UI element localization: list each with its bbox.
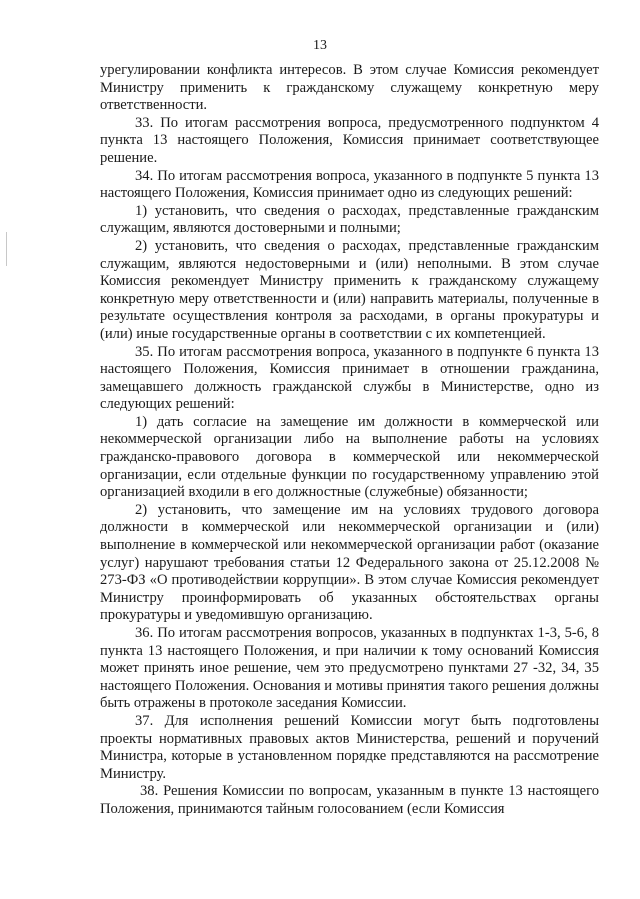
paragraph-item-35-sub-1: 1) дать согласие на замещение им должности в коммерческой или некоммерческой организации либо на выполнение работы на условиях гражданско-правового договора в коммерческой или некоммерческой организации, если отдельные функции по государственному управлению этой организацией входили в его должностные (служебные) обязанности;: [100, 413, 599, 501]
paragraph-item-33: 33. По итогам рассмотрения вопроса, предусмотренного подпунктом 4 пункта 13 настоящего Положения, Комиссия принимает соответствующее решение.: [100, 114, 599, 166]
scan-margin-mark: [6, 232, 7, 266]
document-body: [100, 62, 599, 819]
paragraph-item-37: 37. Для исполнения решений Комиссии могут быть подготовлены проекты нормативных правовых актов Министерства, решений и поручений Министра, которые в установленном порядке представляются на рассмотрение Министру.: [100, 712, 599, 782]
paragraph-item-36: 36. По итогам рассмотрения вопросов, указанных в подпунктах 1-3, 5-6, 8 пункта 13 настоящего Положения, и при наличии к тому оснований Комиссия может принять иное решение, чем это предусмотрено пунктами 27 -32, 34, 35 настоящего Положения. Основания и мотивы принятия такого решения должны быть отражены в протоколе заседания Комиссии.: [100, 625, 599, 712]
page-number: 13: [313, 38, 327, 53]
paragraph-item-34-sub-1: 1) установить, что сведения о расходах, представленные гражданским служащим, являются достоверными и полными;: [100, 202, 599, 237]
paragraph-item-35: 35. По итогам рассмотрения вопроса, указанного в подпункте 6 пункта 13 настоящего Положения, Комиссия принимает в отношении гражданина, замещавшего должность гражданской службы в Министерстве, одно из следующих решений:: [100, 343, 599, 413]
paragraph-item-34-sub-2: 2) установить, что сведения о расходах, представленные гражданским служащим, являются недостоверными и (или) неполными. В этом случае Комиссия рекомендует Министру применить к гражданскому служащему конкретную меру ответственности и (или) направить материалы, полученные в результате осуществления контроля за расходами, в органы прокуратуры и (или) иные государственные органы в соответствии с их компетенцией.: [100, 237, 599, 342]
paragraph-item-38: 38. Решения Комиссии по вопросам, указанным в пункте 13 настоящего Положения, принимаются тайным голосованием (если Комиссия: [100, 783, 599, 817]
paragraph-item-35-sub-2: 2) установить, что замещение им на условиях трудового договора должности в коммерческой или некоммерческой организации и (или) выполнение в коммерческой или некоммерческой организации работ (оказание услуг) нарушают требования статьи 12 Федерального закона от 25.12.2008 № 273-ФЗ «О противодействии коррупции». В этом случае Комиссия рекомендует Министру проинформировать об указанных обстоятельствах органы прокуратуры и уведомившую организацию.: [100, 501, 599, 624]
paragraph-item-34: 34. По итогам рассмотрения вопроса, указанного в подпункте 5 пункта 13 настоящего Положения, Комиссия принимает одно из следующих решений:: [100, 167, 599, 202]
paragraph-continuation: урегулировании конфликта интересов. В этом случае Комиссия рекомендует Министру применить к гражданскому служащему конкретную меру ответственности.: [100, 62, 599, 114]
